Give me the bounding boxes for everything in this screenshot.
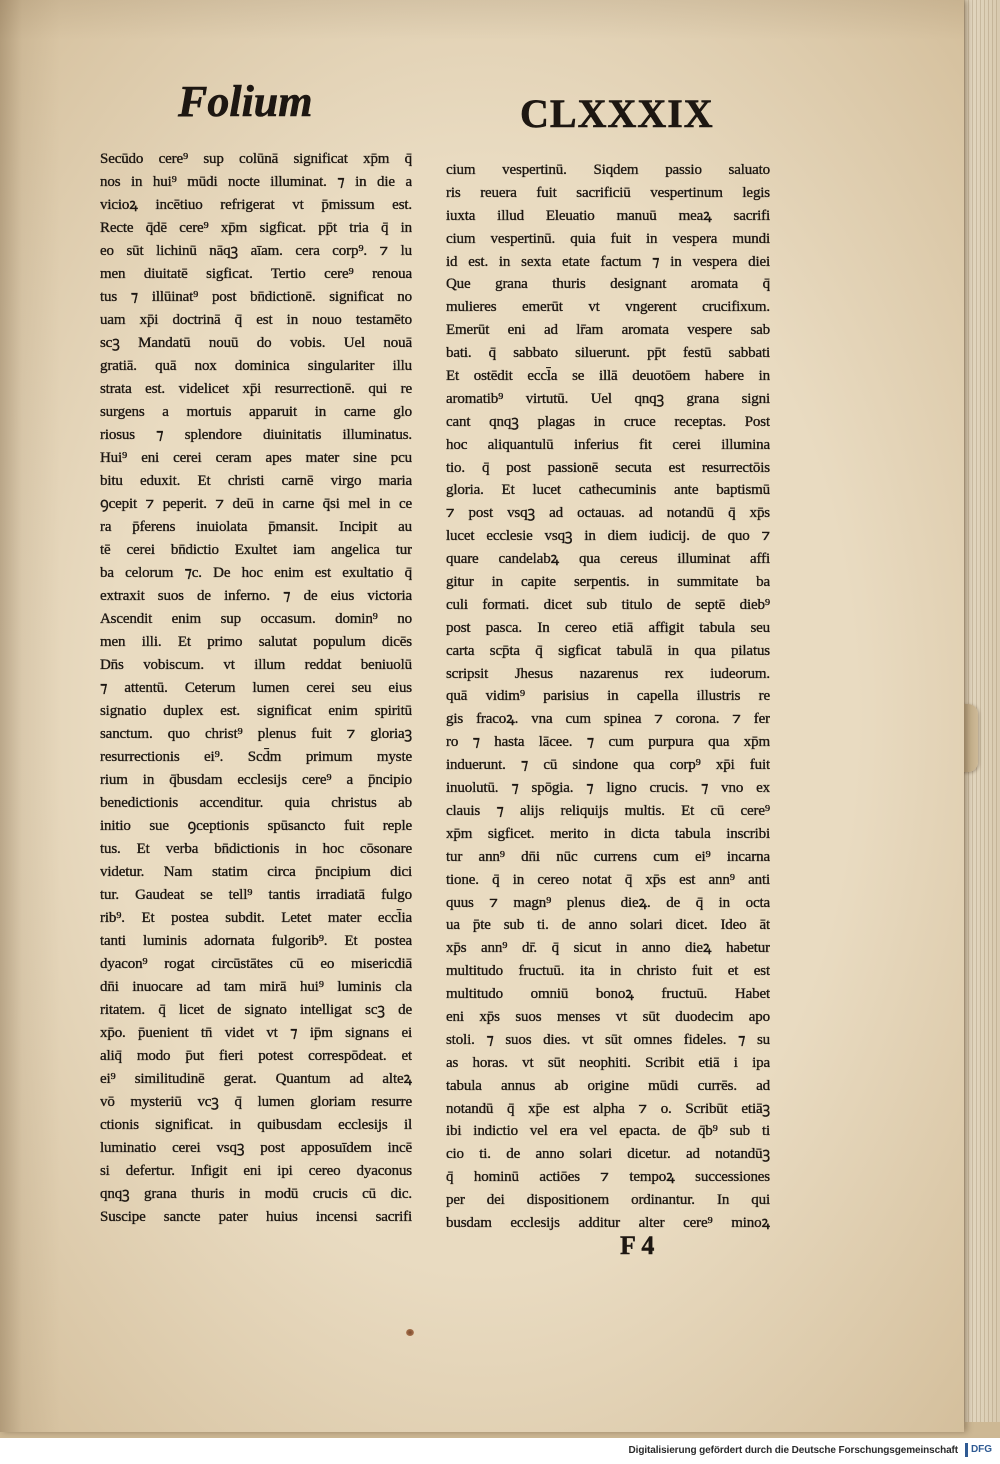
text-line: vō mysteriū vcꝫ q̄ lumen gloriam resurre [100, 1094, 412, 1110]
text-line: si defertur. Infigit eni ipi cereo dyaconus [100, 1163, 412, 1179]
text-line: ritatem. q̄ licet de signato intelligat scꝫ de [100, 1002, 412, 1018]
text-line: resurrectionis ei⁹. Scd̄m primum myste [100, 749, 412, 765]
text-line: dn̄i inuocare ad tam mirā hui⁹ luminis cla [100, 979, 412, 995]
running-head-folium: Folium [178, 77, 313, 126]
text-line: tio. q̄ post passionē secuta est resurrectōis [446, 459, 770, 476]
text-line: busdam ecclesijs additur alter cere⁹ minoꝝ [446, 1214, 770, 1231]
text-line: dyacon⁹ rogat circūstātes cū eo misericdiā [100, 956, 412, 972]
text-line: Emerūt eni ad lr̄am aromata vespere sab [446, 322, 770, 339]
text-line: multitudo omniū bonoꝝ fructuū. Habet [446, 986, 770, 1003]
text-line: ctionis significat. in quibusdam ecclesijs il [100, 1117, 412, 1133]
text-line: Ascendit enim sup occasum. domin⁹ no [100, 611, 412, 627]
text-line: ibi indictio vel era vel epacta. de q̄b⁹ sub ti [446, 1123, 770, 1140]
text-line: Recte q̄dē cere⁹ xp̄m sigficat. pp̄t tria q̄ in [100, 220, 412, 236]
text-column-left [100, 148, 412, 1229]
text-line: xp̄m sigficet. merito in dicta tabula inscribi [446, 825, 770, 842]
text-line: uam xp̄i doctrinā q̄ est in nouo testamēto [100, 312, 412, 328]
text-line: signatio duplex est. significat enim spiritū [100, 703, 412, 719]
funding-notice: Digitalisierung gefördert durch die Deutsche Forschungsgemeinschaft [628, 1445, 958, 1456]
text-line: culi formati. dicet sub titulo de septē dieb⁹ [446, 596, 770, 613]
text-line: ro ⁊ hasta lācee. ⁊ cum purpura qua xp̄m [446, 734, 770, 751]
text-line: ꝯcepit ⁊ peperit. ⁊ deū in carne q̄si mel in ce [100, 496, 412, 512]
text-line: notandū q̄ xp̄e est alpha ⁊ o. Scribūt etiāꝫ [446, 1100, 770, 1117]
text-line: aromatib⁹ virtutū. Uel qnqꝫ grana signi [446, 390, 770, 407]
text-line: xp̄o. p̄uenient tn̄ videt vt ⁊ ip̄m signans ei [100, 1025, 412, 1041]
text-line: ra p̄ferens inuiolata p̄mansit. Incipit au [100, 519, 412, 535]
text-line: cio ti. de anno solari dicetur. ad notandūꝫ [446, 1146, 770, 1163]
text-line: induerunt. ⁊ cū sindone qua corp⁹ xp̄i fuit [446, 757, 770, 774]
text-line: Hui⁹ eni cerei ceram apes mater sine pcu [100, 450, 412, 466]
text-line: initio sue ꝯceptionis spūsancto fuit reple [100, 818, 412, 834]
digitization-footer [0, 1438, 1000, 1464]
text-line: quā vidim⁹ parisius in capella illustris re [446, 688, 770, 705]
text-line: lucet ecclesie vsqꝫ in diem iudicij. de quo ⁊ [446, 528, 770, 545]
text-line: tione. q̄ in cereo notat q̄ xp̄s est ann⁹ anti [446, 871, 770, 888]
text-line: post pasca. In cereo etiā affigit tabula seu [446, 619, 770, 636]
text-line: inuolutū. ⁊ spōgia. ⁊ ligno crucis. ⁊ vno ex [446, 780, 770, 797]
text-line: per dei dispositionem ordinantur. In qui [446, 1192, 770, 1209]
text-line: qnqꝫ grana thuris in modū crucis cū dic. [100, 1186, 412, 1202]
text-line: tanti luminis adornata fulgorib⁹. Et postea [100, 933, 412, 949]
text-line: Suscipe sancte pater huius incensi sacrifi [100, 1209, 412, 1225]
text-line: vicioꝝ incētiuo refrigerat vt p̄missum est. [100, 197, 412, 213]
text-line: nos in hui⁹ mūdi nocte illuminat. ⁊ in die a [100, 174, 412, 190]
text-line: tus ⁊ illūinat⁹ post bn̄dictionē. significat no [100, 289, 412, 305]
text-line: ei⁹ similitudinē gerat. Quantum ad alteꝝ [100, 1071, 412, 1087]
text-line: aliq̄ modo p̄ut fieri potest correspōdeat. et [100, 1048, 412, 1064]
text-line: as horas. vt sūt neophiti. Scribit etiā i ipa [446, 1054, 770, 1071]
text-line: cant qnqꝫ plagas in cruce receptas. Post [446, 413, 770, 430]
text-line: rib⁹. Et postea subdit. Letet mater eccl̄ia [100, 910, 412, 926]
text-line: benedictionis accenditur. quia christus ab [100, 795, 412, 811]
text-line: tē cerei bn̄dictio Exultet iam angelica tur [100, 542, 412, 558]
text-line: tur ann⁹ dn̄i nūc currens cum ei⁹ incarna [446, 848, 770, 865]
text-line: gis fracoꝝ. vna cum spinea ⁊ corona. ⁊ fer [446, 711, 770, 728]
text-line: extraxit suos de inferno. ⁊ de eius victoria [100, 588, 412, 604]
text-line: id est. in sexta etate factum ⁊ in vespera diei [446, 253, 770, 270]
text-line: mulieres emerūt vt vngerent crucifixum. [446, 299, 770, 316]
folio-number: CLXXXIX [520, 91, 714, 136]
text-line: q̄ hominū actiōes ⁊ tempoꝝ successiones [446, 1169, 770, 1186]
text-line: scꝫ Mandatū nouū do vobis. Uel nouā [100, 335, 412, 351]
text-line: eni xp̄s suos menses vt sūt duodecim apo [446, 1008, 770, 1025]
text-line: eo sūt lichinū nāqꝫ aīam. cera corp⁹. ⁊ lu [100, 243, 412, 259]
text-line: strata est. videlicet xp̄i resurrectionē. qui re [100, 381, 412, 397]
text-line: xp̄s ann⁹ dr̄. q̄ sicut in anno dieꝝ habetur [446, 940, 770, 957]
text-line: ⁊ post vsqꝫ ad octauas. ad notandū q̄ xp̄s [446, 505, 770, 522]
text-line: Et ostēdit eccl̄a se illā deuotōem habere in [446, 368, 770, 385]
text-line: ua p̄te sub ti. de anno solari dicet. Ideo āt [446, 917, 770, 934]
text-line: Secūdo cere⁹ sup colūnā significat xp̄m q̄ [100, 151, 412, 167]
dfg-logo: DFG [965, 1443, 995, 1457]
text-line: gloria. Et lucet cathecuminis ante baptismū [446, 482, 770, 499]
text-line: cium vespertinū. Siqdem passio saluato [446, 162, 770, 178]
text-line: cium vespertinū. quia fuit in vespera mundi [446, 230, 770, 247]
text-line: tur. Gaudeat se tell⁹ tantis irradiatā fulgo [100, 887, 412, 903]
text-line: stoli. ⁊ suos dies. vt sūt omnes fideles. ⁊ su [446, 1031, 770, 1048]
text-line: bitu eduxit. Et christi carnē virgo maria [100, 473, 412, 489]
quire-signature: F 4 [620, 1231, 655, 1260]
text-line: rium in q̄busdam ecclesijs cere⁹ a p̄ncipio [100, 772, 412, 788]
text-line: scripsit Jhesus nazarenus rex iudeorum. [446, 665, 770, 682]
text-line: videtur. Nam statim circa p̄ncipium dici [100, 864, 412, 880]
text-line: surgens a mortuis apparuit in carne glo [100, 404, 412, 420]
text-line: Dn̄s vobiscum. vt illum reddat beniuolū [100, 657, 412, 673]
text-line: hoc aliquantulū inferius fit cerei illumina [446, 436, 770, 453]
text-line: iuxta illud Eleuatio manuū meaꝝ sacrifi [446, 207, 770, 224]
text-line: carta scp̄ta q̄ sigficat tabulā in qua pilatus [446, 642, 770, 659]
text-line: men diuitatē sigficat. Tertio cere⁹ renoua [100, 266, 412, 282]
text-line: gitur in capite serpentis. in summitate ba [446, 574, 770, 591]
text-line: ris reuera fuit sacrificiū vespertinum legis [446, 184, 770, 201]
text-line: clauis ⁊ alijs reliquijs multis. Et cū cere⁹ [446, 802, 770, 819]
ink-stain [406, 1329, 414, 1336]
text-line: multitudo fructuū. ita in christo fuit et est [446, 963, 770, 980]
text-line: Que grana thuris designant aromata q̄ [446, 276, 770, 293]
text-line: bati. q̄ sabbato siluerunt. pp̄t festū sabbati [446, 345, 770, 362]
text-line: luminatio cerei vsqꝫ post apposuīdem incē [100, 1140, 412, 1156]
text-line: riosus ⁊ splendore diuinitatis illuminatus. [100, 427, 412, 443]
text-column-right [446, 159, 770, 1235]
text-line: gratiā. quā nox dominica singulariter illu [100, 358, 412, 374]
text-line: quare candelabꝝ qua cereus illuminat affi [446, 551, 770, 568]
text-line: ba celorum ⁊c. De hoc enim est exultatio q̄ [100, 565, 412, 581]
text-line: quus ⁊ magn⁹ plenus dieꝝ. de q̄ in octa [446, 894, 770, 911]
text-line: sanctum. quo christ⁹ plenus fuit ⁊ gloriaꝫ [100, 726, 412, 742]
text-line: men illi. Et primo salutat populum dicēs [100, 634, 412, 650]
text-line: ⁊ attentū. Ceterum lumen cerei seu eius [100, 680, 412, 696]
text-line: tabula annus ab origine mūdi currēs. ad [446, 1077, 770, 1094]
text-line: tus. Et verba bn̄dictionis in hoc cōsonare [100, 841, 412, 857]
